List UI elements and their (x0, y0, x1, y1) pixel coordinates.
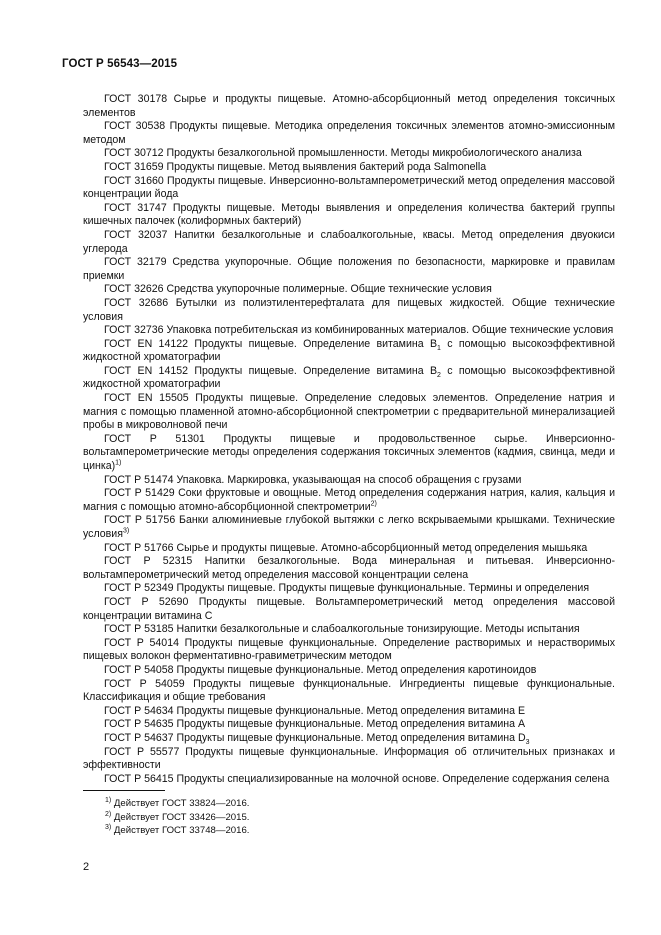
reference-code: ГОСТ Р 52690 (104, 595, 189, 608)
reference-code: ГОСТ Р 52349 (104, 582, 174, 595)
reference-title: Продукты пищевые. Инверсионно-вольтамперометрический метод определения массовой концентрации йода (83, 174, 615, 201)
reference-item (83, 596, 615, 623)
footnote-item (83, 797, 615, 811)
reference-item (83, 705, 615, 719)
reference-title-continued: с помощью высокоэффективной жидкостной хроматографии (83, 337, 615, 364)
reference-code: ГОСТ Р 54634 (104, 704, 174, 717)
reference-code: ГОСТ EN 15505 (104, 392, 189, 405)
reference-item (83, 297, 615, 324)
reference-title: Упаковка. Маркировка, указывающая на способ обращения с грузами (176, 473, 522, 486)
reference-code: ГОСТ Р 51474 (104, 473, 174, 486)
reference-code: ГОСТ 32037 (104, 228, 168, 241)
normative-references-list (83, 93, 615, 786)
reference-title: Упаковка потребительская из комбинированных материалов. Общие технические условия (166, 324, 614, 337)
reference-title: Продукты пищевые функциональные. Определение растворимых и нерастворимых пищевых волокон ферментативно-гравиметрическим методом (83, 636, 615, 663)
subscript: 2 (437, 371, 441, 379)
reference-item (83, 338, 615, 365)
reference-code: ГОСТ Р 51429 (104, 487, 175, 500)
reference-code: ГОСТ Р 54635 (104, 718, 174, 731)
reference-title: Продукты пищевые. Определение витамина В (194, 364, 438, 377)
reference-item (83, 732, 615, 746)
reference-title: Продукты пищевые. Определение следовых элементов. Определение натрия и магния с помощью пламенной атомно-абсорбционной спектрометрии с предварительной минерализацией пробы в микроволновой печи (83, 392, 615, 432)
page-number: 2 (83, 861, 90, 873)
reference-title: Средства укупорочные. Общие положения по безопасности, маркировке и правилам приемки (83, 256, 615, 282)
reference-title: Продукты пищевые функциональные. Метод определения каротиноидов (176, 663, 537, 676)
reference-item (83, 746, 615, 773)
reference-item (83, 120, 615, 147)
footnote-marker: 2) (370, 500, 377, 508)
reference-title: Продукты пищевые функциональные. Ингредиенты пищевые функциональные. Классификация и общие требования (83, 677, 615, 704)
subscript: 3 (525, 739, 530, 747)
reference-code: ГОСТ Р 51756 (104, 514, 176, 527)
reference-title: Бутылки из полиэтилентерефталата для пищевых жидкостей. Общие технические условия (83, 296, 615, 323)
reference-title: Сырье и продукты пищевые. Атомно-абсорбционный метод определения мышьяка (176, 541, 588, 554)
reference-item (83, 93, 615, 120)
reference-code: ГОСТ 32686 (104, 296, 169, 309)
reference-item (83, 678, 615, 705)
reference-code: ГОСТ Р 54058 (104, 663, 174, 676)
reference-item (83, 229, 615, 256)
reference-code: ГОСТ 32179 (104, 256, 167, 269)
reference-code: ГОСТ Р 54637 (104, 731, 174, 744)
footnote-item (83, 811, 615, 825)
reference-title: Продукты пищевые. Определение витамина В (194, 337, 438, 350)
reference-item (83, 718, 615, 732)
footnotes (83, 790, 615, 838)
reference-title: Продукты безалкогольной промышленности. Методы микробиологического анализа (166, 147, 582, 160)
reference-item (83, 474, 615, 488)
reference-item (83, 365, 615, 392)
reference-title: Продукты пищевые функциональные. Метод определения витамина D (176, 731, 526, 744)
reference-title: Продукты пищевые и продовольственное сырье. Инверсионно-вольтамперометрические методы определения содержания токсичных элементов (кадмия, свинца, меди и цинка) (83, 432, 615, 473)
reference-title: Напитки безалкогольные. Вода минеральная и питьевая. Инверсионно-вольтамперометрический метод определения массовой концентрации селена (83, 555, 615, 581)
reference-code: ГОСТ Р 55577 (104, 745, 180, 758)
footnote-mark: 1) (105, 796, 112, 804)
reference-code: ГОСТ 30538 (104, 120, 166, 133)
reference-code: ГОСТ Р 53185 (104, 623, 174, 636)
reference-title: Продукты пищевые функциональные. Информация об отличительных признаках и эффективности (83, 745, 616, 772)
reference-code: ГОСТ Р 51766 (104, 541, 174, 554)
reference-code: ГОСТ Р 54014 (104, 636, 179, 649)
reference-item (83, 637, 615, 664)
reference-title: Продукты пищевые. Методика определения токсичных элементов атомно-эмиссионным методом (83, 120, 615, 146)
reference-item (83, 175, 615, 202)
reference-title: Продукты пищевые. Методы выявления и определения количества бактерий группы кишечных палочек (колиформных бактерий) (83, 201, 616, 228)
document-header: ГОСТ Р 56543—2015 (62, 58, 178, 70)
footnote-text: Действует ГОСТ 33748—2016. (113, 825, 250, 836)
reference-item (83, 283, 615, 297)
reference-code: ГОСТ Р 54059 (104, 677, 185, 690)
reference-item (83, 324, 615, 338)
footnote-mark: 3) (105, 823, 112, 831)
footnote-text: Действует ГОСТ 33426—2015. (113, 811, 250, 823)
reference-title: Напитки безалкогольные и слабоалкогольные тонизирующие. Методы испытания (176, 623, 580, 636)
reference-code: ГОСТ 32626 (104, 283, 164, 296)
reference-code: ГОСТ 30178 (104, 93, 168, 105)
footnote-text: Действует ГОСТ 33824—2016. (113, 798, 250, 809)
footnote-marker: 1) (115, 459, 122, 467)
reference-code: ГОСТ Р 52315 (104, 555, 193, 568)
footnote-mark: 2) (105, 810, 112, 818)
reference-item (83, 542, 615, 556)
reference-code: ГОСТ 31660 (104, 174, 164, 187)
reference-code: ГОСТ Р 51301 (104, 432, 205, 445)
reference-item (83, 392, 615, 433)
reference-code: ГОСТ 30712 (104, 147, 164, 160)
footnote-marker: 3) (122, 527, 130, 535)
footnote-divider (83, 790, 165, 791)
reference-title: Продукты специализированные на молочной основе. Определение содержания селена (176, 772, 610, 785)
reference-code: ГОСТ 32736 (104, 324, 164, 337)
reference-title: Напитки безалкогольные и слабоалкогольные, квасы. Метод определения двуокиси углерода (83, 228, 615, 255)
reference-title: Продукты пищевые. Метод выявления бактерий рода Salmonella (166, 160, 487, 173)
reference-title: Сырье и продукты пищевые. Атомно-абсорбционный метод определения токсичных элементов (83, 93, 615, 119)
reference-title: Средства укупорочные полимерные. Общие технические условия (166, 283, 492, 296)
reference-item (83, 514, 615, 541)
reference-item (83, 161, 615, 175)
reference-title-continued: с помощью высокоэффективной жидкостной хроматографии (83, 364, 615, 391)
reference-item (83, 555, 615, 582)
reference-code: ГОСТ 31747 (104, 201, 167, 214)
reference-code: ГОСТ EN 14122 (104, 337, 189, 350)
reference-item (83, 664, 615, 678)
reference-code: ГОСТ 31659 (104, 160, 164, 173)
reference-title: Продукты пищевые. Вольтамперометрический метод определения массовой концентрации витамина С (83, 595, 615, 622)
reference-title: Продукты пищевые. Продукты пищевые функциональные. Термины и определения (176, 582, 590, 595)
reference-title: Продукты пищевые функциональные. Метод определения витамина Е (176, 704, 526, 717)
reference-item (83, 433, 615, 474)
reference-title: Банки алюминиевые глубокой вытяжки с легко вскрываемыми крышками. Технические условия (83, 514, 616, 540)
reference-item (83, 256, 615, 283)
reference-code: ГОСТ EN 14152 (104, 364, 189, 377)
reference-item (83, 487, 615, 514)
reference-code: ГОСТ Р 56415 (104, 772, 174, 785)
reference-item (83, 773, 615, 787)
reference-item (83, 623, 615, 637)
subscript: 1 (437, 344, 441, 352)
reference-item (83, 147, 615, 161)
footnote-item (83, 824, 615, 838)
reference-item (83, 582, 615, 596)
reference-title: Соки фруктовые и овощные. Метод определения содержания натрия, калия, кальция и магния с помощью атомно-абсорбционной спектрометрии (83, 487, 615, 513)
reference-title: Продукты пищевые функциональные. Метод определения витамина А (176, 718, 526, 731)
reference-item (83, 202, 615, 229)
